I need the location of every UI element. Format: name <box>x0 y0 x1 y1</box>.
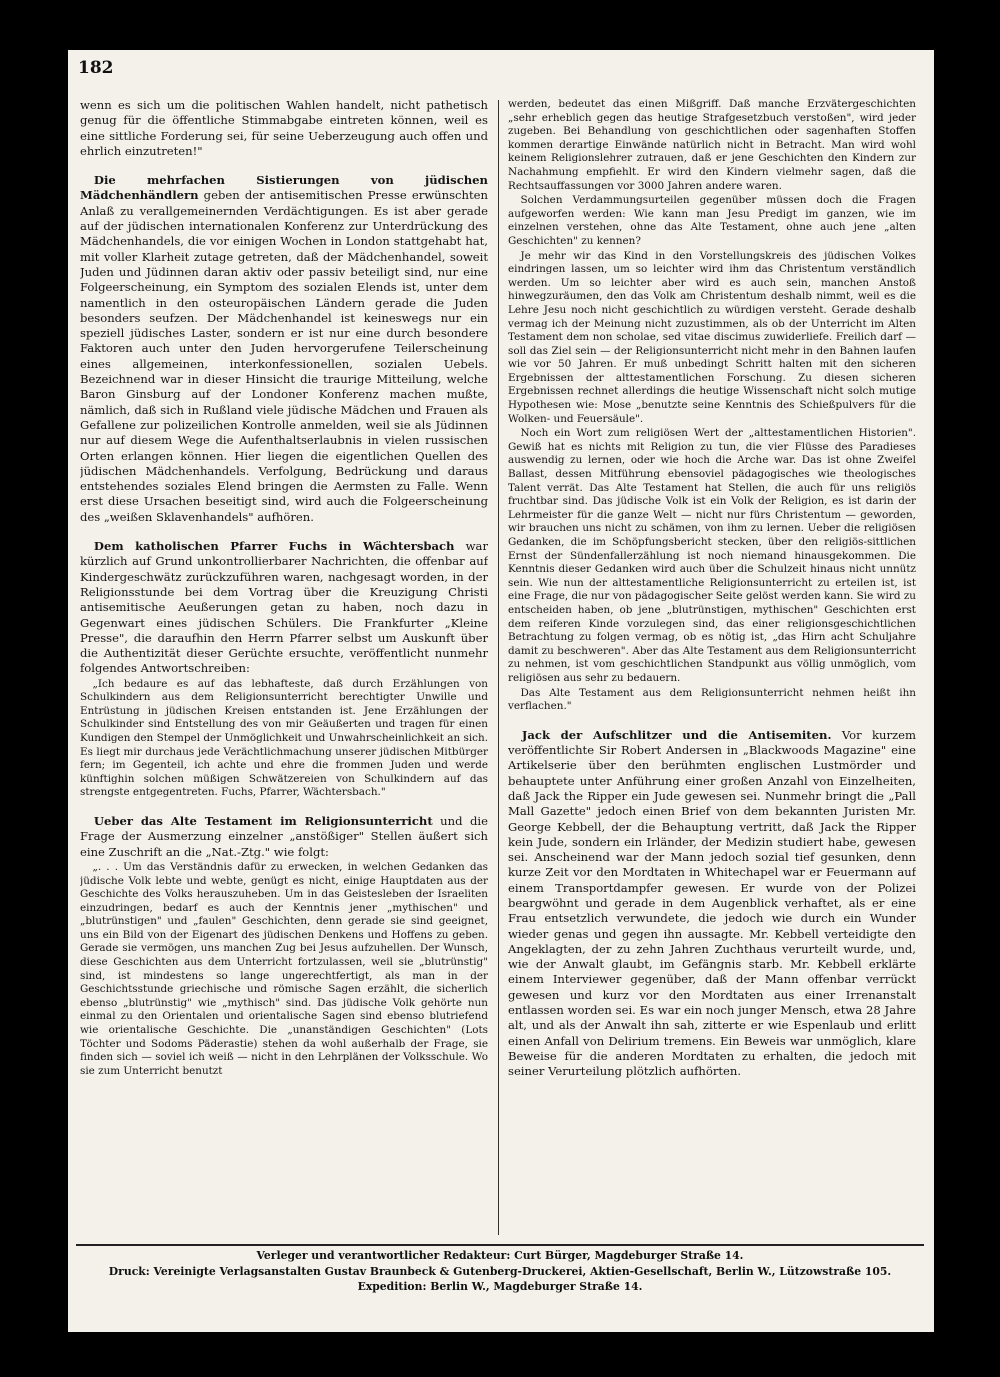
imprint <box>76 1248 924 1295</box>
article-altes-testament <box>80 814 488 860</box>
left-paragraph-1: wenn es sich um die politischen Wahlen handelt, nicht pathetisch genug für die öffentliche Stimmabgabe eintreten können, weil es eine sittliche Forderung sei, für seine Ueberzeugung auch offen und ehrlich einzutreten!" <box>80 98 488 158</box>
right-column <box>508 98 916 1250</box>
article-maedchenhandel <box>80 173 488 525</box>
page-number: 182 <box>78 58 114 78</box>
right-paragraph-1: werden, bedeutet das einen Mißgriff. Daß manche Erzvätergeschichten „sehr erheblich gegen das heutige Strafgesetzbuch verstoßen", wird jeder zugeben. Bei Behandlung von geschichtlichen oder sagenhaften Stoffen kommen derartige Einwände natürlich nicht in Betracht. Man wird wohl keinem Religionslehrer zutrauen, daß er jene Geschichten den Kindern zur Nachahmung empfiehlt. Er wird den Kindern vielmehr sagen, daß die Rechtsauffassungen vor 3000 Jahren andere waren. <box>508 98 916 192</box>
article-text-maedchenhandel: geben der antisemitischen Presse erwünschten Anlaß zu verallgemeinernden Verdächtigungen. Es ist aber gerade auf der jüdischen internationalen Konferenz zur Unterdrückung des Mädchenhandels, die vor einigen Wochen in London stattgehabt hat, mit voller Klarheit zutage getreten, daß der Mädchenhandel, soweit Juden und Jüdinnen daran aktiv oder passiv beteiligt sind, nur eine Folgeerscheinung, ein Symptom des sozialen Elends ist, unter dem namentlich in den osteuropäischen Ländern gerade die Juden besonders seufzen. Der Mädchenhandel ist keineswegs nur ein speziell jüdisches Laster, sondern er ist nur eine durch besondere Faktoren auch unter den Juden hervorgerufene Teilerscheinung eines allgemeinen, interkonfessionellen, sozialen Uebels. Bezeichnend war in dieser Hinsicht die traurige Mitteilung, welche Baron Ginsburg auf der Londoner Konferenz machen mußte, nämlich, daß sich in Rußland viele jüdische Mädchen und Frauen als Gefallene zur polizeilichen Kontrolle anmelden, weil sie als Jüdinnen nur auf diesem Wege die Aufenthaltserlaubnis in vielen russischen Orten erlangen können. Hier liegen die eigentlichen Quellen des jüdischen Mädchenhandels. Verfolgung, Bedrückung und daraus entstehendes soziales Elend bringen die Aermsten zu Falle. Wenn erst diese Ursachen beseitigt sind, wird auch die Folgeerscheinung des „weißen Sklavenhandels" aufhören. <box>80 188 488 524</box>
footer-rule <box>76 1244 924 1246</box>
quote-altes-testament: „. . . Um das Verständnis dafür zu erwecken, in welchen Gedanken das jüdische Volk lebte und webte, genügt es nicht, einige Hauptdaten aus der Geschichte des Volks herauszuheben. Um in das Geistesleben der Israeliten einzudringen, bedarf es auch der Kenntnis jener „mythischen" und „blutrünstigen" und „faulen" Geschichten, denn gerade sie sind geeignet, uns ein Bild von der Eigenart des jüdischen Denkens und Hoffens zu geben. Gerade sie vermögen, uns manchen Zug bei Jesus aufzuhellen. Der Wunsch, diese Geschichten aus dem Unterricht fortzulassen, weil sie „blutrünstig" sind, ist mindestens so lange ungerechtfertigt, als man in der Geschichtsstunde griechische und römische Sagen erzählt, die sicherlich ebenso „blutrünstig" wie „mythisch" sind. Das jüdische Volk gehörte nun einmal zu den Orientalen und orientalische Sagen sind ebenso blutriefend wie orientalische Geschichte. Die „unanständigen Geschichten" (Lots Töchter und Sodoms Päderastie) stehen da wohl außerhalb der Frage, sie finden sich — soviel ich weiß — nicht in den Lehrplänen der Volksschule. Wo sie zum Unterricht benutzt <box>80 860 488 1077</box>
column-divider <box>498 100 499 1235</box>
article-heading-jack-the-ripper: Jack der Aufschlitzer und die Antisemiten. <box>521 727 832 742</box>
article-heading-maedchenhandel: Die mehrfachen Sistierungen von jüdischen Mädchenhändlern <box>80 173 488 203</box>
article-text-jack-the-ripper: Vor kurzem veröffentlichte Sir Robert Andersen in „Blackwoods Magazine" eine Artikelserie über den berühmten englischen Lustmörder und behauptete unter Anführung einer großen Anzahl von Einzelheiten, daß Jack the Ripper ein Jude gewesen sei. Nunmehr bringt die „Pall Mall Gazette" jedoch einen Brief von dem bekannten Juristen Mr. George Kebbell, der die Behauptung vertritt, daß Jack the Ripper kein Jude, sondern ein Irländer, der Medizin studiert habe, gewesen sei. Anscheinend war der Mann jedoch sozial tief gesunken, denn kurze Zeit vor den Mordtaten in Whitechapel war er Feuermann auf einem Transportdampfer gewesen. Er wurde von der Polizei beargwöhnt und gerade in dem Augenblick verhaftet, als er eine Frau entsetzlich verwundete, die jedoch wie durch ein Wunder wieder genas und gegen ihn aussagte. Mr. Kebbell verteidigte den Angeklagten, der zu zehn Jahren Zuchthaus verurteilt wurde, und, wie der Anwalt glaubt, im Gefängnis starb. Mr. Kebbell erklärte einem Interviewer gegenüber, daß der Mann offenbar verrückt gewesen und kurz vor den Mordtaten aus einer Irrenanstalt entlassen worden sei. Es war ein noch junger Mensch, etwa 28 Jahre alt, und als der Anwalt ihn sah, zitterte er wie Espenlaub und erlitt einen Anfall von Delirium tremens. Ein Beweis war unmöglich, klare Beweise für die anderen Mordtaten zu erhalten, die jedoch mit seiner Verurteilung plötzlich aufhörten. <box>508 727 916 1079</box>
imprint-publisher: Verleger und verantwortlicher Redakteur: Curt Bürger, Magdeburger Straße 14. <box>256 1249 744 1262</box>
right-paragraph-5: Das Alte Testament aus dem Religionsunterricht nehmen heißt ihn verflachen." <box>508 686 916 713</box>
left-column <box>80 98 488 1250</box>
article-text-altes-testament: und die Frage der Ausmerzung einzelner „anstößiger" Stellen äußert sich eine Zuschrift an die „Nat.-Ztg." wie folgt: <box>80 814 488 859</box>
article-heading-pfarrer-fuchs: Dem katholischen Pfarrer Fuchs in Wächtersbach <box>93 539 455 554</box>
imprint-expedition: Expedition: Berlin W., Magdeburger Straße 14. <box>357 1280 643 1293</box>
article-heading-altes-testament: Ueber das Alte Testament im Religionsunterricht <box>93 814 433 829</box>
article-text-pfarrer-fuchs: war kürzlich auf Grund unkontrollierbarer Nachrichten, die offenbar auf Kindergeschwätz zurückzuführen waren, nachgesagt worden, in der Religionsstunde bei dem Vortrag über die Kreuzigung Christi antisemitische Aeußerungen getan zu haben, noch dazu in Gegenwart eines jüdischen Schülers. Die Frankfurter „Kleine Presse", die daraufhin den Herrn Pfarrer selbst um Auskunft über die Authentizität dieser Gerüchte ersuchte, veröffentlicht nunmehr folgendes Antwortschreiben: <box>80 539 488 676</box>
right-paragraph-2: Solchen Verdammungsurteilen gegenüber müssen doch die Fragen aufgeworfen werden: Wie kann man Jesu Predigt im ganzen, wie im einzelnen verstehen, ohne das Alte Testament, ohne auch jene „alten Geschichten" zu kennen? <box>508 194 916 247</box>
quote-pfarrer-fuchs: „Ich bedaure es auf das lebhafteste, daß durch Erzählungen von Schulkindern aus dem Religionsunterricht berechtigter Unwille und Entrüstung in jüdischen Kreisen entstanden ist. Jene Erzählungen der Schulkinder sind Entstellung des von mir Geäußerten und tragen für einen Kundigen den Stempel der Unmöglichkeit und Unwahrscheinlichkeit an sich. Es liegt mir durchaus jede Verächtlichmachung unserer jüdischen Mitbürger fern; im Gegenteil, ich achte und ehre die frommen Juden und werde künftighin solchen müßigen Schwätzereien von Schulkindern auf das strengste entgegentreten. Fuchs, Pfarrer, Wächtersbach." <box>80 677 488 799</box>
article-jack-the-ripper <box>508 728 916 1080</box>
right-paragraph-4: Noch ein Wort zum religiösen Wert der „alttestamentlichen Historien". Gewiß hat es nichts mit Religion zu tun, die vier Flüsse des Paradieses auswendig zu lernen, oder wie hoch die Arche war. Das ist ohne Zweifel Ballast, dessen Mitführung ebensoviel pädagogisches wie theologisches Talent verrät. Das Alte Testament hat Stellen, die auch für uns religiös fruchtbar sind. Das jüdische Volk ist ein Volk der Religion, es ist darin der Lehrmeister für die ganze Welt — nicht nur fürs Christentum — geworden, wir brauchen uns nicht zu schämen, von ihm zu lernen. Ueber die religiösen Gedanken, die im Schöpfungsbericht stecken, über den religiös-sittlichen Ernst der Sündenfallerzählung ist noch niemand hinausgekommen. Die Kenntnis dieser Gedanken wird auch über die Schulzeit hinaus nicht unnütz sein. Wie nun der alttestamentliche Religionsunterricht zu erteilen ist, ist eine Frage, die nur von pädagogischer Seite gelöst werden kann. Sie wird zu entscheiden haben, ob jene „blutrünstigen, mythischen" Geschichten erst dem reiferen Kinde vorzulegen sind, das einer religionsgeschichtlichen Betrachtung zu folgen vermag, ob es nötig ist, „das Hirn acht Schuljahre damit zu beschweren". Aber das Alte Testament aus dem Religionsunterricht zu nehmen, ist vom geschichtlichen Standpunkt aus völlig unmöglich, vom religiösen aus sehr zu bedauern. <box>508 427 916 684</box>
imprint-printer: Druck: Vereinigte Verlagsanstalten Gustav Braunbeck & Gutenberg-Druckerei, Aktien-Gesellschaft, Berlin W., Lützowstraße 105. <box>108 1264 892 1278</box>
right-paragraph-3: Je mehr wir das Kind in den Vorstellungskreis des jüdischen Volkes eindringen lassen, um so leichter wird ihm das Christentum verständlich werden. Um so leichter aber wird es auch sein, manchen Anstoß hinwegzuräumen, den das Volk am Christentum deshalb nimmt, weil es die Lehre Jesu noch nicht geschichtlich zu würdigen versteht. Gerade deshalb vermag ich der Meinung nicht zuzustimmen, als ob der Unterricht im Alten Testament dem non scholae, sed vitae discimus zuwiderliefe. Freilich darf — soll das Ziel sein — der Religionsunterricht nicht mehr in den Bahnen laufen wie vor 50 Jahren. Er muß unbedingt Schritt halten mit den sicheren Ergebnissen der alttestamentlichen Forschung. Zu diesen sicheren Ergebnissen rechnet allerdings die heutige Wissenschaft nicht solch mutige Hypothesen wie: Mose „benutzte seine Kenntnis des Schießpulvers für die Wolken- und Feuersäule". <box>508 249 916 425</box>
article-pfarrer-fuchs <box>80 539 488 677</box>
